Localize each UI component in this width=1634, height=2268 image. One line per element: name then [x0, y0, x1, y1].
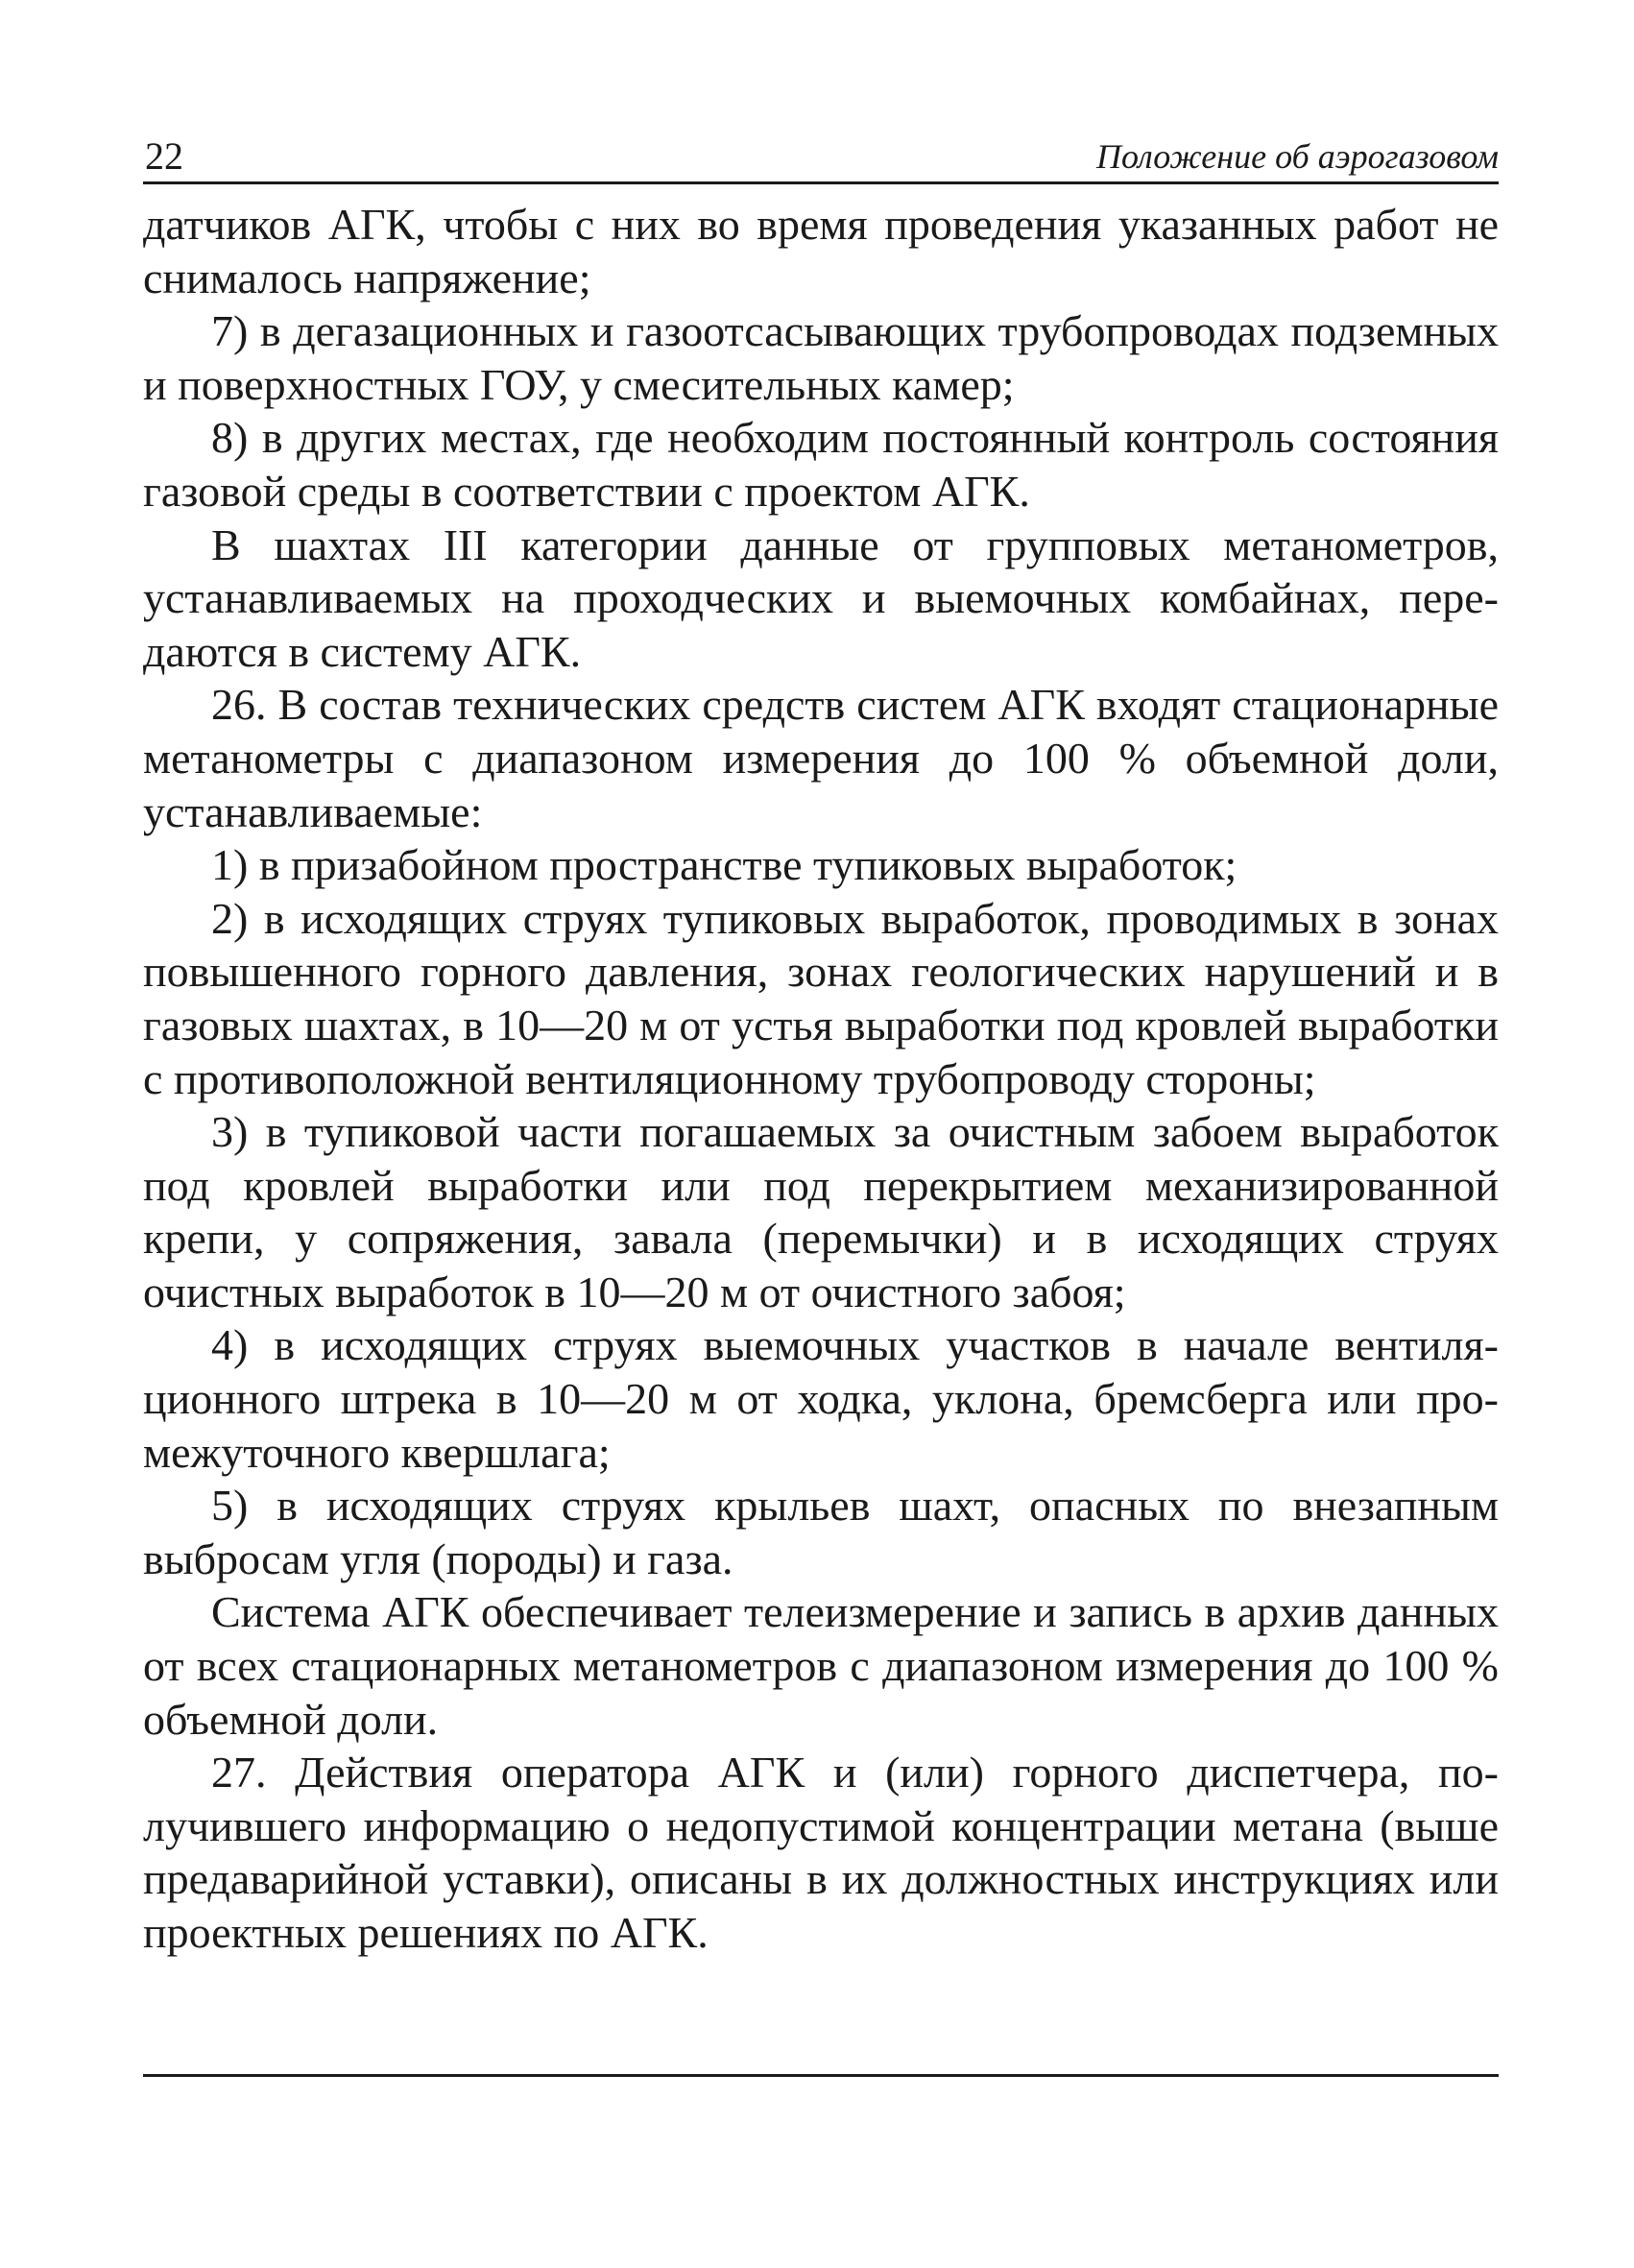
clause-26-item-4: 4) в исходящих струях выемочных участков в начале вентиляционного штрека в 10—20 м от ходка, уклона, бремсберга или промежуточного квершлага; — [143, 1320, 1499, 1477]
page — [143, 125, 1499, 1960]
clause-27: 27. Действия оператора АГК и (или) горного диспетчера, получившего информацию о недопустимой концентрации метана (выше предаварийной уставки), описаны в их должностных инструкциях или проектных решениях по АГК. — [143, 1748, 1499, 1957]
body-text — [143, 198, 1499, 1960]
page-number: 22 — [145, 134, 183, 178]
clause-26: 26. В состав технических средств систем АГК входят стационарные метанометры с диапазоном измерения до 100 % объемной доли, устанавливаемые: — [143, 680, 1499, 836]
paragraph-telemetry: Система АГК обеспечивает телеизмерение и запись в архив данных от всех стационарных метанометров с диапазоном измерения до 100 % объемной доли. — [143, 1587, 1499, 1744]
paragraph-continuation: датчиков АГК, чтобы с них во время проведения указанных работ не снималось напряжение; — [143, 200, 1499, 302]
running-title: Положение об аэрогазовом — [1095, 137, 1499, 176]
list-item-7: 7) в дегазационных и газоотсасывающих трубопроводах подземных и поверхностных ГОУ, у смесительных камер; — [143, 306, 1499, 409]
clause-26-item-1: 1) в призабойном пространстве тупиковых выработок; — [211, 840, 1238, 890]
clause-26-item-2: 2) в исходящих струях тупиковых выработок, проводимых в зонах повышенного горного давления, зонах геологических нарушений и в газовых шахтах, в 10—20 м от устья выработки под кровлей выработки с противоположной вентиляционному трубопроводу стороны; — [143, 893, 1499, 1103]
clause-26-item-5: 5) в исходящих струях крыльев шахт, опасных по внезапным выбросам угля (породы) и газа. — [143, 1481, 1499, 1583]
clause-26-item-3: 3) в тупиковой части погашаемых за очистным забоем выработок под кровлей выработки или под перекрытием механизированной крепи, у сопряжения, завала (перемычки) и в исходящих струях очистных выработок в 10—20 м от очистного забоя; — [143, 1107, 1499, 1316]
list-item-8: 8) в других местах, где необходим постоянный контроль состояния газовой среды в соответствии с проектом АГК. — [143, 413, 1499, 516]
bottom-rule — [143, 2074, 1499, 2077]
running-head — [143, 125, 1499, 184]
paragraph-category-iii: В шахтах III категории данные от групповых метанометров, устанавливаемых на проходческих и выемочных комбайнах, передаются в систему АГК. — [143, 519, 1499, 676]
